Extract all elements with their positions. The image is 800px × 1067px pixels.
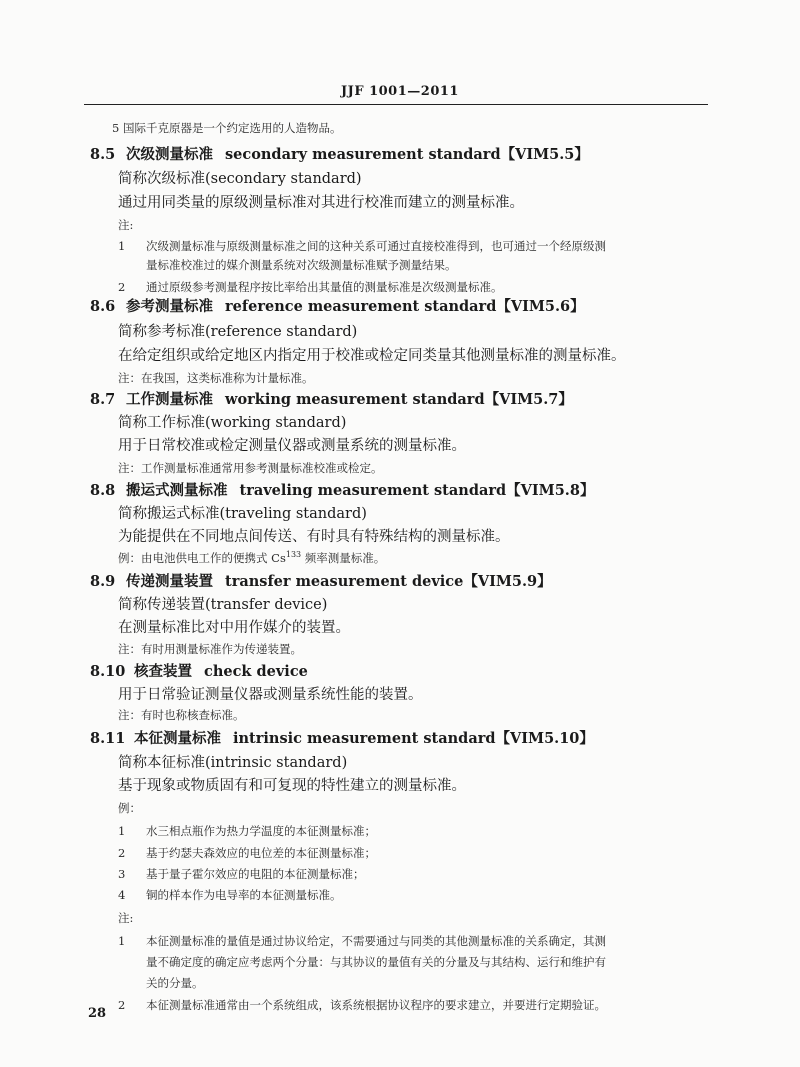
definition: 在给定组织或给定地区内指定用于校准或检定同类量其他测量标准的测量标准。 bbox=[118, 348, 626, 364]
note-number: 1 bbox=[118, 239, 126, 253]
note: 注：在我国，这类标准称为计量标准。 bbox=[118, 371, 314, 385]
example-number: 1 bbox=[118, 824, 126, 838]
abbreviation: 简称参考标准(reference standard) bbox=[118, 324, 358, 340]
note-item bbox=[118, 997, 606, 1013]
abbreviation: 简称工作标准(working standard) bbox=[118, 415, 347, 431]
section-number: 8.7 bbox=[90, 391, 116, 408]
section-8-6-heading bbox=[90, 295, 585, 316]
note-text: 本征测量标准的量值是通过协议给定，不需要通过与同类的其他测量标准的关系确定，其测 bbox=[146, 934, 606, 948]
note-text-cont: 量标准校准过的媒介测量系统对次级测量标准赋予测量结果。 bbox=[146, 258, 457, 272]
header-rule bbox=[84, 104, 708, 105]
example-number: 4 bbox=[118, 888, 126, 902]
section-8-7-heading bbox=[90, 388, 573, 409]
note-label: 注: bbox=[118, 218, 134, 232]
section-number: 8.9 bbox=[90, 573, 116, 590]
term-en: intrinsic measurement standard【VIM5.10】 bbox=[233, 730, 594, 747]
note-label: 注: bbox=[118, 911, 134, 925]
note-item bbox=[118, 238, 606, 254]
section-8-10-heading bbox=[90, 660, 308, 681]
definition: 通过用同类量的原级测量标准对其进行校准而建立的测量标准。 bbox=[118, 195, 524, 211]
definition: 用于日常验证测量仪器或测量系统性能的装置。 bbox=[118, 687, 423, 703]
abbreviation: 简称搬运式标准(traveling standard) bbox=[118, 506, 367, 522]
section-8-5-heading bbox=[90, 143, 589, 164]
isotope-superscript: 133 bbox=[285, 550, 302, 560]
note-number: 1 bbox=[118, 934, 126, 948]
definition: 为能提供在不同地点间传送、有时具有特殊结构的测量标准。 bbox=[118, 529, 510, 545]
term-cn: 次级测量标准 bbox=[126, 146, 213, 163]
note-number: 2 bbox=[118, 998, 126, 1012]
term-en: transfer measurement device【VIM5.9】 bbox=[225, 573, 552, 590]
note-text-cont: 关的分量。 bbox=[146, 976, 204, 990]
term-en: working measurement standard【VIM5.7】 bbox=[225, 391, 573, 408]
note-line: 5 国际千克原器是一个约定选用的人造物品。 bbox=[112, 121, 342, 135]
term-en: check device bbox=[204, 663, 308, 680]
term-cn: 传递测量装置 bbox=[126, 573, 213, 590]
term-cn: 参考测量标准 bbox=[126, 298, 213, 315]
example-item bbox=[118, 887, 342, 903]
note-text: 次级测量标准与原级测量标准之间的这种关系可通过直接校准得到，也可通过一个经原级测 bbox=[146, 239, 606, 253]
term-en: traveling measurement standard【VIM5.8】 bbox=[239, 482, 595, 499]
note-item bbox=[118, 933, 606, 949]
note-text: 本征测量标准通常由一个系统组成，该系统根据协议程序的要求建立，并要进行定期验证。 bbox=[146, 998, 606, 1012]
example-label: 例： bbox=[118, 801, 141, 815]
note-item bbox=[118, 279, 503, 295]
note-text: 通过原级参考测量程序按比率给出其量值的测量标准是次级测量标准。 bbox=[146, 280, 503, 294]
section-number: 8.6 bbox=[90, 298, 116, 315]
definition: 用于日常校准或检定测量仪器或测量系统的测量标准。 bbox=[118, 438, 466, 454]
page-number: 28 bbox=[88, 1006, 107, 1021]
example-text: 水三相点瓶作为热力学温度的本征测量标准； bbox=[146, 824, 376, 838]
example-text: 基于约瑟夫森效应的电位差的本征测量标准； bbox=[146, 846, 376, 860]
note: 注：有时用测量标准作为传递装置。 bbox=[118, 642, 302, 656]
example-text: 例：由电池供电工作的便携式 Cs bbox=[118, 551, 286, 565]
term-en: secondary measurement standard【VIM5.5】 bbox=[225, 146, 589, 163]
example-text: 频率测量标准。 bbox=[301, 551, 386, 565]
abbreviation: 简称传递装置(transfer device) bbox=[118, 597, 328, 613]
section-8-8-heading bbox=[90, 479, 594, 500]
example bbox=[118, 550, 385, 566]
term-cn: 搬运式测量标准 bbox=[126, 482, 228, 499]
section-8-9-heading bbox=[90, 570, 552, 591]
section-8-11-heading bbox=[90, 727, 594, 748]
note-text-cont: 量不确定度的确定应考虑两个分量：与其协议的量值有关的分量及与其结构、运行和维护有 bbox=[146, 955, 606, 969]
running-header: JJF 1001—2011 bbox=[341, 84, 459, 99]
example-number: 3 bbox=[118, 867, 126, 881]
example-text: 基于量子霍尔效应的电阻的本征测量标准； bbox=[146, 867, 365, 881]
term-en: reference measurement standard【VIM5.6】 bbox=[225, 298, 585, 315]
example-item bbox=[118, 845, 376, 861]
example-number: 2 bbox=[118, 846, 126, 860]
section-number: 8.11 bbox=[90, 730, 126, 747]
example-item bbox=[118, 866, 365, 882]
section-number: 8.5 bbox=[90, 146, 116, 163]
note-number: 2 bbox=[118, 280, 126, 294]
term-cn: 核查装置 bbox=[134, 663, 192, 680]
example-item bbox=[118, 823, 376, 839]
term-cn: 工作测量标准 bbox=[126, 391, 213, 408]
section-number: 8.10 bbox=[90, 663, 126, 680]
note: 注：有时也称核查标准。 bbox=[118, 708, 245, 722]
definition: 基于现象或物质固有和可复现的特性建立的测量标准。 bbox=[118, 778, 466, 794]
example-text: 铜的样本作为电导率的本征测量标准。 bbox=[146, 888, 342, 902]
abbreviation: 简称本征标准(intrinsic standard) bbox=[118, 755, 348, 771]
abbreviation: 简称次级标准(secondary standard) bbox=[118, 171, 362, 187]
term-cn: 本征测量标准 bbox=[134, 730, 221, 747]
definition: 在测量标准比对中用作媒介的装置。 bbox=[118, 620, 350, 636]
note: 注：工作测量标准通常用参考测量标准校准或检定。 bbox=[118, 461, 383, 475]
section-number: 8.8 bbox=[90, 482, 116, 499]
